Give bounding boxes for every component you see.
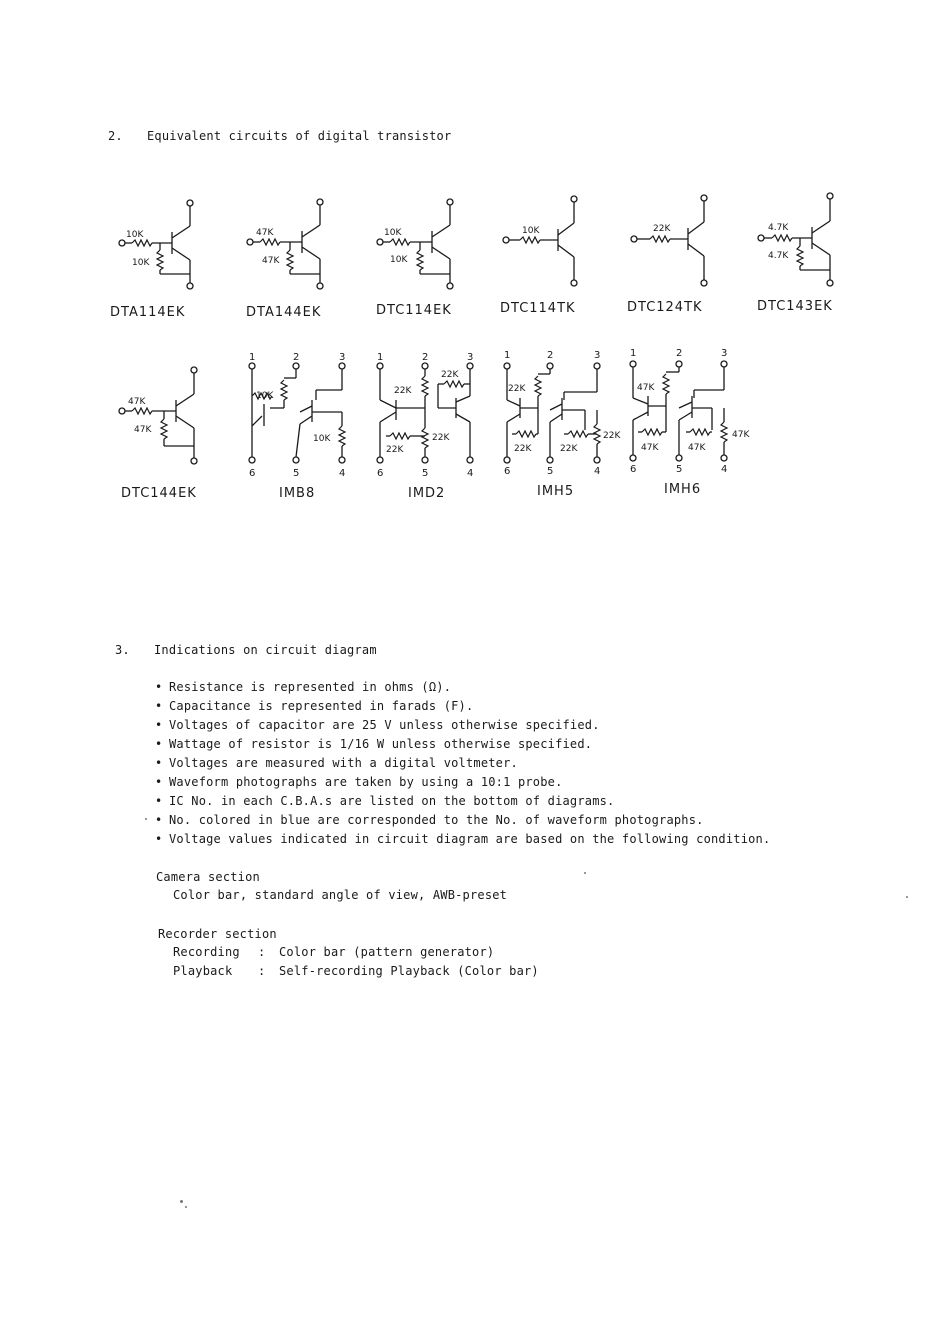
- recorder-section-heading: Recorder section: [158, 927, 277, 941]
- playback-separator: :: [258, 964, 266, 978]
- scan-speck: [180, 1200, 183, 1203]
- circuit-dtc114tk: [503, 196, 577, 286]
- imh6-r1-label: 47K: [637, 383, 655, 393]
- imh5-label: IMH5: [537, 484, 575, 499]
- dtc124tk-label: DTC124TK: [627, 300, 703, 315]
- circuit-imb8: [249, 363, 345, 463]
- imd2-pin-2: 2: [422, 352, 429, 363]
- indications-list: [155, 678, 770, 849]
- dta144ek-r1-label: 47K: [256, 228, 274, 238]
- imh5-pin-4: 4: [594, 466, 601, 477]
- imd2-pin-5: 5: [422, 468, 429, 479]
- dta144ek-r2-label: 47K: [262, 256, 280, 266]
- imd2-pin-6: 6: [377, 468, 384, 479]
- dta114ek-r1-label: 10K: [126, 230, 144, 240]
- imb8-pin-2: 2: [293, 352, 300, 363]
- camera-section-text: Color bar, standard angle of view, AWB-preset: [173, 888, 508, 902]
- imh5-r1-label: 22K: [508, 384, 526, 394]
- section-3-number: 3.: [115, 643, 130, 657]
- playback-label: Playback: [173, 964, 233, 978]
- recording-label: Recording: [173, 945, 240, 959]
- dtc144ek-r1-label: 47K: [128, 397, 146, 407]
- imh6-pin-4: 4: [721, 464, 728, 475]
- imh6-label: IMH6: [664, 482, 702, 497]
- list-item: • Waveform photographs are taken by using a 10:1 probe.: [155, 775, 563, 789]
- list-item: • Voltages are measured with a digital voltmeter.: [155, 756, 518, 770]
- imb8-r2-label: 10K: [313, 434, 331, 444]
- list-item: • No. colored in blue are corresponded to the No. of waveform photographs.: [155, 813, 704, 827]
- dtc143ek-r1-label: 4.7K: [768, 223, 789, 233]
- imh6-r3-label: 47K: [688, 443, 706, 453]
- imh5-pin-6: 6: [504, 466, 511, 477]
- dtc114tk-r1-label: 10K: [522, 226, 540, 236]
- dtc124tk-r1-label: 22K: [653, 224, 671, 234]
- imh5-pin-1: 1: [504, 350, 511, 361]
- imh6-pin-3: 3: [721, 348, 728, 359]
- section-3-title: Indications on circuit diagram: [154, 643, 377, 657]
- imb8-pin-6: 6: [249, 468, 256, 479]
- imh6-r4-label: 47K: [732, 430, 750, 440]
- dtc114ek-r1-label: 10K: [384, 228, 402, 238]
- imb8-pin-1: 1: [249, 352, 256, 363]
- imd2-r3-label: 22K: [386, 445, 404, 455]
- circuit-dtc114ek: [377, 199, 453, 289]
- imh6-pin-1: 1: [630, 348, 637, 359]
- imb8-label: IMB8: [279, 486, 316, 501]
- imb8-pin-3: 3: [339, 352, 346, 363]
- circuit-dtc124tk: [631, 195, 707, 286]
- imh5-r2-label: 22K: [514, 444, 532, 454]
- circuit-dtc144ek: [119, 367, 197, 464]
- dtc144ek-r2-label: 47K: [134, 425, 152, 435]
- imh5-pin-3: 3: [594, 350, 601, 361]
- circuit-dtc143ek: [758, 193, 833, 286]
- list-item: • Voltage values indicated in circuit diagram are based on the following condition.: [155, 832, 771, 846]
- imd2-r4-label: 22K: [432, 433, 450, 443]
- list-item: • Voltages of capacitor are 25 V unless otherwise specified.: [155, 718, 600, 732]
- imh6-pin-5: 5: [676, 464, 683, 475]
- imh5-r4-label: 22K: [603, 431, 621, 441]
- dtc143ek-label: DTC143EK: [757, 299, 833, 314]
- imh6-r2-label: 47K: [641, 443, 659, 453]
- playback-value: Self-recording Playback (Color bar): [279, 964, 539, 978]
- equivalent-circuits-figure: [0, 0, 950, 560]
- dtc114ek-label: DTC114EK: [376, 303, 452, 318]
- section-2-number: 2.: [108, 129, 123, 143]
- scan-speck: [145, 818, 147, 820]
- imh6-pin-2: 2: [676, 348, 683, 359]
- list-item: • IC No. in each C.B.A.s are listed on the bottom of diagrams.: [155, 794, 615, 808]
- imd2-pin-4: 4: [467, 468, 474, 479]
- imd2-r2-label: 22K: [441, 370, 459, 380]
- recording-value: Color bar (pattern generator): [279, 945, 495, 959]
- circuit-dta114ek: [119, 200, 193, 289]
- list-item: • Resistance is represented in ohms (Ω).: [155, 680, 452, 694]
- circuit-dta144ek: [247, 199, 323, 289]
- dtc144ek-label: DTC144EK: [121, 486, 197, 501]
- dta144ek-label: DTA144EK: [246, 305, 322, 320]
- dtc114tk-label: DTC114TK: [500, 301, 576, 316]
- scan-speck: [584, 872, 586, 874]
- dtc114ek-r2-label: 10K: [390, 255, 408, 265]
- section-2-title: Equivalent circuits of digital transistor: [147, 129, 452, 143]
- imh5-pin-2: 2: [547, 350, 554, 361]
- imb8-pin-4: 4: [339, 468, 346, 479]
- imh6-pin-6: 6: [630, 464, 637, 475]
- scan-speck: [185, 1206, 187, 1208]
- dta114ek-label: DTA114EK: [110, 305, 186, 320]
- list-item: • Wattage of resistor is 1/16 W unless otherwise specified.: [155, 737, 593, 751]
- scan-speck: [906, 896, 908, 898]
- imh5-r3-label: 22K: [560, 444, 578, 454]
- dta114ek-r2-label: 10K: [132, 258, 150, 268]
- dtc143ek-r2-label: 4.7K: [768, 251, 789, 261]
- imh5-pin-5: 5: [547, 466, 554, 477]
- imb8-pin-5: 5: [293, 468, 300, 479]
- imd2-label: IMD2: [408, 486, 446, 501]
- imb8-r1-label: 10K: [256, 391, 274, 401]
- imd2-pin-1: 1: [377, 352, 384, 363]
- list-item: • Capacitance is represented in farads (F).: [155, 699, 474, 713]
- camera-section-heading: Camera section: [156, 870, 260, 884]
- imd2-r1-label: 22K: [394, 386, 412, 396]
- recording-separator: :: [258, 945, 266, 959]
- imd2-pin-3: 3: [467, 352, 474, 363]
